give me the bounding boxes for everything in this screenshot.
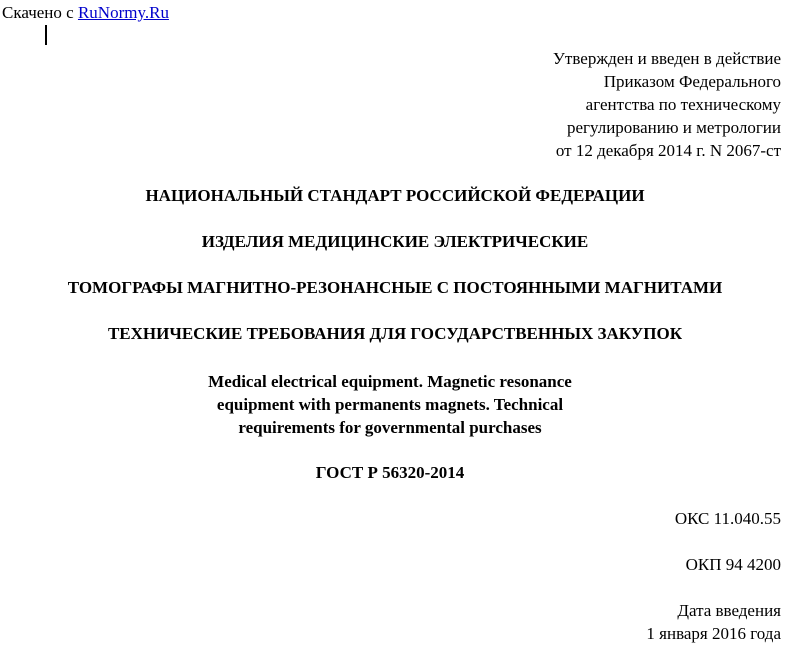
standard-number: ГОСТ Р 56320-2014 (315, 463, 465, 482)
text-cursor (45, 25, 47, 45)
introduction-label: Дата введения (677, 601, 781, 620)
runormy-link[interactable]: RuNormy.Ru (77, 3, 169, 22)
introduction-date: 1 января 2016 года (646, 624, 781, 643)
english-title-line: equipment with permanents magnets. Technical (216, 395, 564, 414)
product-heading: ТОМОГРАФЫ МАГНИТНО-РЕЗОНАНСНЫЕ С ПОСТОЯННЫМИ МАГНИТАМИ (67, 278, 723, 297)
approval-line: Утвержден и введен в действие (552, 49, 781, 68)
product-group-heading: ИЗДЕЛИЯ МЕДИЦИНСКИЕ ЭЛЕКТРИЧЕСКИЕ (201, 232, 589, 251)
requirements-heading: ТЕХНИЧЕСКИЕ ТРЕБОВАНИЯ ДЛЯ ГОСУДАРСТВЕННЫХ ЗАКУПОК (107, 324, 683, 343)
english-title-line: requirements for governmental purchases (238, 418, 542, 437)
approval-line: агентства по техническому (585, 95, 781, 114)
source-note (2, 1, 169, 24)
source-prefix: Скачено с (2, 3, 78, 22)
approval-line: от 12 декабря 2014 г. N 2067-ст (555, 141, 781, 160)
approval-line: Приказом Федерального (603, 72, 781, 91)
oks-code: ОКС 11.040.55 (674, 509, 781, 528)
english-title (0, 370, 780, 439)
national-standard-heading: НАЦИОНАЛЬНЫЙ СТАНДАРТ РОССИЙСКОЙ ФЕДЕРАЦИИ (145, 186, 645, 205)
introduction-date-block (646, 599, 781, 645)
okp-code: ОКП 94 4200 (685, 555, 781, 574)
approval-line: регулированию и метрологии (566, 118, 781, 137)
approval-block (553, 47, 781, 162)
english-title-line: Medical electrical equipment. Magnetic resonance (208, 372, 572, 391)
